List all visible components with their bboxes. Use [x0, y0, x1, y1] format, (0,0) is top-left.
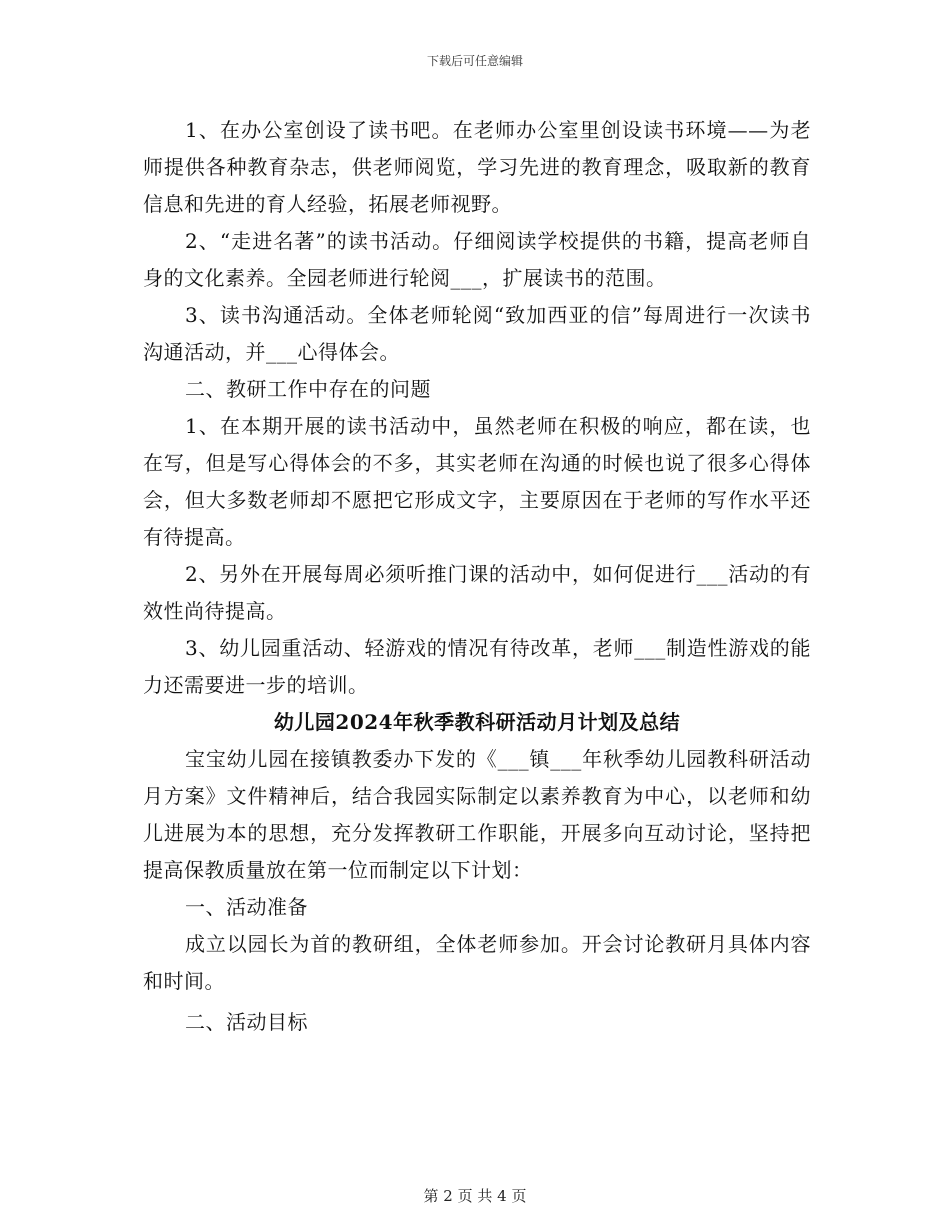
heading-existing-problems: 二、教研工作中存在的问题 — [185, 377, 431, 401]
section-title: 幼儿园2024年秋季教科研活动月计划及总结 — [273, 710, 681, 734]
paragraph-reading-exchange: 3、读书沟通活动。全体老师轮阅“致加西亚的信”每周进行一次读书沟通活动，并___心得体会。 — [143, 303, 811, 364]
paragraph-problem-3: 3、幼儿园重活动、轻游戏的情况有待改革，老师___制造性游戏的能力还需要进一步的培训。 — [143, 636, 811, 697]
paragraph-classics-reading: 2、“走进名著”的读书活动。仔细阅读学校提供的书籍，提高老师自身的文化素养。全园老师进行轮阅___，扩展读书的范围。 — [143, 229, 811, 290]
page-header-note: 下载后可任意编辑 — [426, 54, 523, 68]
page-number: 第 2 页 共 4 页 — [423, 1187, 527, 1205]
paragraph-reading-corner: 1、在办公室创设了读书吧。在老师办公室里创设读书环境——为老师提供各种教育杂志，供老师阅览，学习先进的教育理念，吸取新的教育信息和先进的育人经验，拓展老师视野。 — [143, 118, 811, 216]
paragraph-problem-1: 1、在本期开展的读书活动中，虽然老师在积极的响应，都在读，也在写，但是写心得体会的不多，其实老师在沟通的时候也说了很多心得体会，但大多数老师却不愿把它形成文字，主要原因在于老师的写作水平还有待提高。 — [143, 414, 811, 549]
document-body — [143, 112, 811, 1041]
paragraph-problem-2: 2、另外在开展每周必须听推门课的活动中，如何促进行___活动的有效性尚待提高。 — [143, 562, 811, 623]
paragraph-preparation: 成立以园长为首的教研组，全体老师参加。开会讨论教研月具体内容和时间。 — [143, 932, 811, 993]
heading-activity-preparation: 一、活动准备 — [185, 895, 308, 919]
heading-activity-goals: 二、活动目标 — [185, 1010, 308, 1034]
paragraph-intro: 宝宝幼儿园在接镇教委办下发的《___镇___年秋季幼儿园教科研活动月方案》文件精神后，结合我园实际制定以素养教育为中心，以老师和幼儿进展为本的思想，充分发挥教研工作职能，开展多向互动讨论，坚持把提高保教质量放在第一位而制定以下计划： — [143, 747, 811, 882]
